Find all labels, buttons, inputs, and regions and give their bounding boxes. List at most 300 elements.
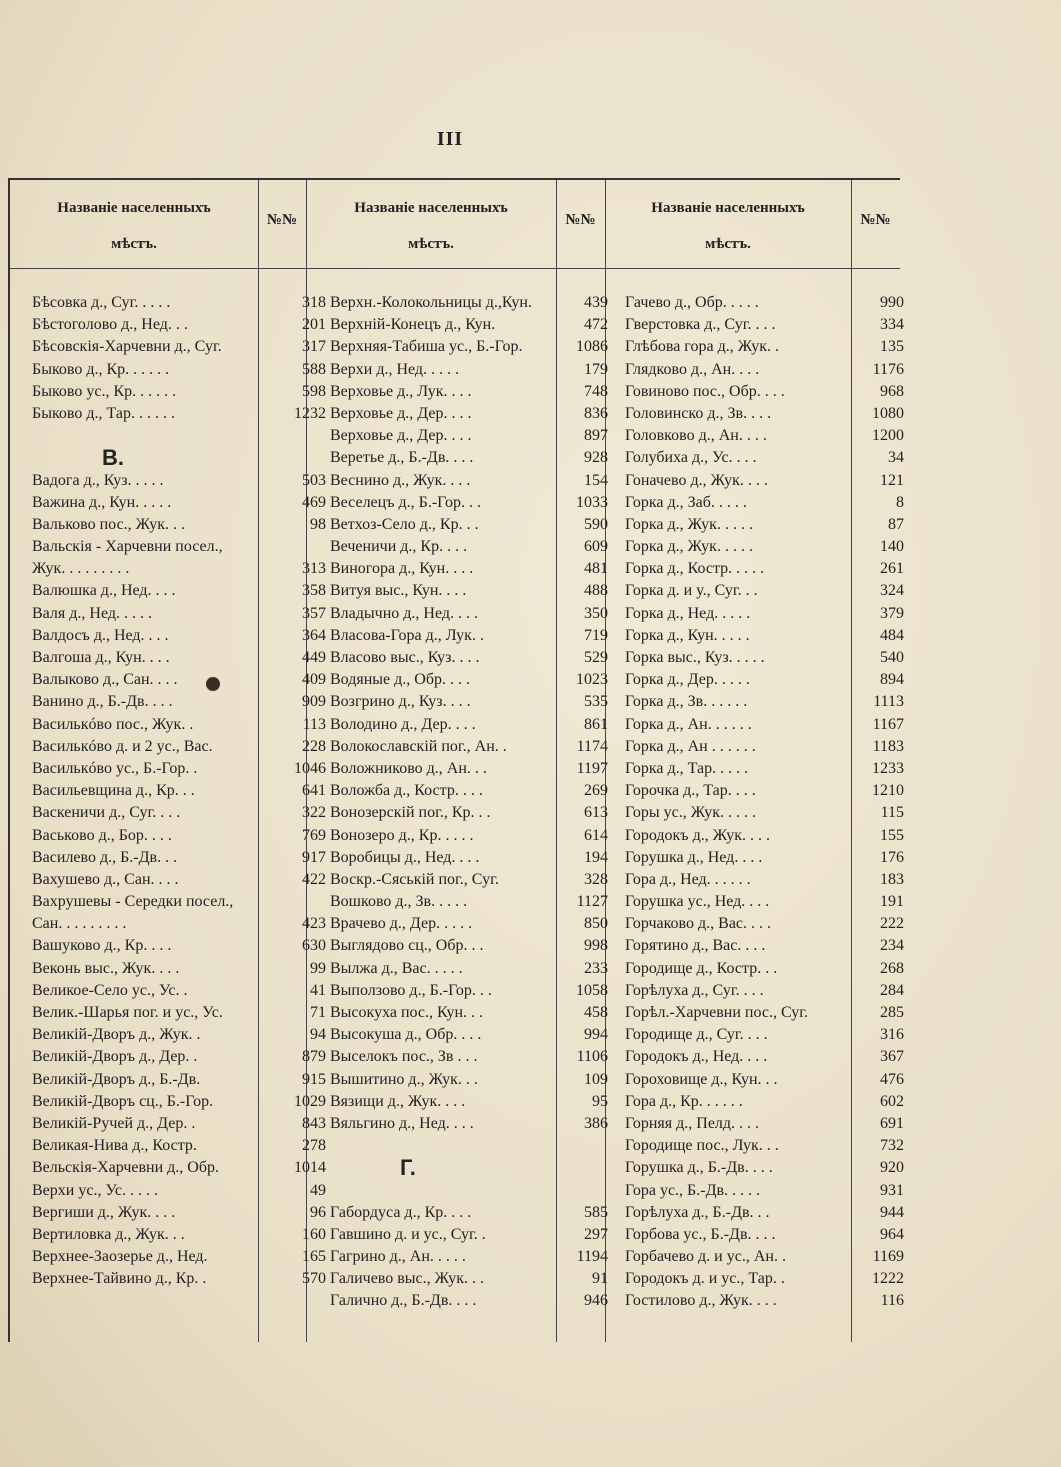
table-row [32,891,302,913]
table-row [625,1224,904,1246]
entry-number: 1176 [872,360,904,378]
table-row [330,825,608,847]
place-name: Вахушево д., Сан. . . . [32,870,179,888]
place-name: Бѣстоголово д., Нед. . . [32,316,188,334]
place-name: Городокъ д. и ус., Тар. . [625,1270,785,1288]
place-name: Городокъ д., Жук. . . . [625,826,771,844]
table-row [330,935,608,957]
entry-number: 968 [880,382,904,400]
table-row [32,714,326,736]
table-row [32,314,326,336]
place-name: Габордуса д., Кр. . . . [330,1203,472,1221]
entry-number: 297 [584,1225,608,1243]
entry-number: 861 [584,715,608,733]
entry-number: 529 [584,649,608,666]
entry-number: 540 [880,649,904,666]
place-name: Вергиши д., Жук. . . . [32,1203,176,1221]
table-row [625,1113,904,1135]
place-name: Ветхоз-Село д., Кр. . . [330,515,479,533]
table-row [330,736,608,758]
header-num: №№ [565,212,596,228]
table-row [330,958,608,980]
table-row [625,381,904,403]
entry-number: 630 [302,937,326,955]
entry-number: 191 [880,893,904,911]
place-name: Горы ус., Жук. . . . . [625,804,757,822]
entry-number: 931 [880,1181,904,1199]
table-row [330,1202,608,1224]
entry-list [32,292,326,1290]
entry-number: 109 [584,1070,608,1088]
header-name-line1: Названіе населенныхъ [651,200,805,216]
table-row [625,691,904,713]
table-row [32,1135,326,1157]
place-name: Быково д., Тар. . . . . . [32,404,175,422]
entry-number: 113 [302,715,326,733]
table-row [32,980,326,1002]
entry-number: 1169 [872,1248,904,1266]
place-name: Гора ус., Б.-Дв. . . . . [625,1181,761,1199]
entry-number: 614 [584,826,608,844]
table-row [625,314,904,336]
entry-list [625,292,904,1313]
place-name: Василькóво ус., Б.-Гор. . [32,759,198,777]
place-name: Быково ус., Кр. . . . . . [32,382,177,400]
place-name: Быково д., Кр. . . . . . [32,360,170,378]
table-row [625,958,904,980]
page-number: III [436,128,464,150]
entry-number: 613 [584,804,608,822]
entry-number: 1058 [576,981,608,999]
place-name: Верхнее-Тайвино д., Кр. . [32,1270,207,1288]
place-name: Вашуково д., Кр. . . . [32,937,172,955]
table-row [330,891,608,913]
entry-number: 98 [310,515,326,533]
entry-number: 1200 [872,427,904,445]
place-name: Верховье д., Лук. . . . [330,382,472,400]
entry-number: 928 [584,449,608,467]
table-row [32,492,326,514]
entry-number: 998 [584,937,608,955]
header-name-line1: Названіе населенныхъ [57,200,211,216]
place-name: Гостилово д., Жук. . . . [625,1292,777,1310]
entry-number: 154 [584,471,608,489]
place-name: Вадога д., Куз. . . . . [32,471,164,489]
entry-number: 1029 [294,1092,326,1110]
place-name: Горка д., Жук. . . . . [625,515,753,533]
entry-number: 194 [584,848,608,866]
table-row [32,580,326,602]
table-row [330,1002,608,1024]
table-row [330,1091,608,1113]
table-row [625,669,904,691]
table-row [625,292,904,314]
place-name: Горушка ус., Нед. . . . [625,893,770,911]
place-name: Власово выс., Куз. . . . [330,649,480,666]
entry-number: 481 [584,560,608,578]
entry-number: 234 [880,937,904,955]
entry-number: 843 [302,1114,326,1132]
header-name-line2: мѣстъ. [408,236,454,252]
table-row [330,514,608,536]
place-name: Воробицы д., Нед. . . . [330,848,480,866]
table-row [330,381,608,403]
place-name: Валя д., Нед. . . . . [32,604,152,622]
entry-number: 386 [584,1114,608,1132]
place-name: Горка д., Тар. . . . . [625,759,749,777]
entry-number: 915 [302,1070,326,1088]
table-row [330,1024,608,1046]
place-name: Головково д., Ан. . . . [625,427,767,445]
table-row [625,935,904,957]
place-name: Воложниково д., Ан. . . [330,759,487,777]
place-name: Василькóво пос., Жук. . [32,715,194,733]
entry-number: 179 [584,360,608,378]
place-name: Горѣлуха д., Суг. . . . [625,981,764,999]
entry-number: 233 [584,959,608,977]
entry-number: 1194 [576,1248,608,1266]
place-name: Васьково д., Бор. . . . [32,826,172,844]
entry-number: 121 [880,471,904,489]
entry-number: 894 [880,671,904,689]
table-row [625,714,904,736]
place-name: Бѣсовскія-Харчевни д., Суг. [32,338,222,356]
table-row [32,758,326,780]
table-row [32,336,326,358]
table-row [330,1113,608,1135]
place-name: Выселокъ пос., Зв . . . [330,1048,478,1066]
entry-number: 641 [302,782,326,800]
entry-number: 769 [302,826,326,844]
entry-number: 1167 [872,715,904,733]
place-name: Г. [400,1157,416,1180]
header-name [605,190,851,262]
entry-number: 268 [880,959,904,977]
entry-number: 1033 [576,493,608,511]
entry-number: 748 [584,382,608,400]
entry-number: 1233 [872,759,904,777]
table-row [330,980,608,1002]
table-row [625,425,904,447]
entry-number: 367 [880,1048,904,1066]
place-name: Великій-Дворъ д., Жук. . [32,1026,201,1044]
table-row [330,558,608,580]
place-name: Великій-Ручей д., Дер. . [32,1114,196,1132]
entry-number: 1210 [872,782,904,800]
table-row [32,1002,326,1024]
entry-number: 946 [584,1292,608,1310]
entry-number: 316 [880,1026,904,1044]
place-name: Вонозерскій пог., Кр. . . [330,804,491,822]
table-row [32,470,326,492]
column-header [10,180,306,268]
entry-number: 909 [302,693,326,711]
place-name: Глѣбова гора д., Жук. . [625,338,780,356]
table-row [330,669,608,691]
place-name: Василево д., Б.-Дв. . . [32,848,178,866]
table-row [625,736,904,758]
place-name: Горняя д., Пелд. . . . [625,1114,760,1132]
entry-number: 201 [302,316,326,334]
place-name: Воложба д., Костр. . . . [330,782,483,800]
column-header [605,180,900,268]
table-row [32,292,326,314]
entry-number: 222 [880,915,904,933]
entry-number: 917 [302,848,326,866]
table-row [330,403,608,425]
table-row [32,1268,326,1290]
place-name: Вальково пос., Жук. . . [32,515,185,533]
place-name: Жук. . . . . . . . . [32,560,130,578]
place-name: Гороховище д., Кун. . . [625,1070,778,1088]
place-name: Гавшино д. и ус., Суг. . [330,1225,486,1243]
table-row [625,403,904,425]
index-table [8,178,904,1342]
entry-number: 598 [302,382,326,400]
table-row [32,514,326,536]
entry-number: 379 [880,604,904,622]
section-letter [32,447,302,469]
table-row [625,647,904,669]
table-row [32,736,326,758]
entry-number: 140 [880,538,904,556]
header-name-line1: Названіе населенныхъ [354,200,508,216]
place-name: Верхи д., Нед. . . . . [330,360,460,378]
table-row [32,691,326,713]
table-row [330,314,608,336]
place-name: Вышитино д., Жук. . . [330,1070,478,1088]
table-row [625,359,904,381]
place-name: Горбачево д. и ус., Ан. . [625,1248,786,1266]
place-name: Горѣл.-Харчевни пос., Суг. [625,1004,809,1021]
table-row [625,1135,904,1157]
table-row [330,292,608,314]
table-row [625,1069,904,1091]
entry-number: 176 [880,848,904,866]
place-name: Верхн.-Колокольницы д.,Кун. [330,294,532,311]
place-name: Валдосъ д., Нед. . . . [32,626,169,644]
place-name: Горка выс., Куз. . . . . [625,649,765,666]
entry-number: 920 [880,1159,904,1177]
place-name: Городище д., Суг. . . . [625,1026,768,1044]
entry-number: 135 [880,338,904,356]
place-name: Веретье д., Б.-Дв. . . . [330,449,474,467]
table-row [625,336,904,358]
header-name [306,190,556,262]
entry-number: 278 [302,1137,326,1155]
place-name: Вяльгино д., Нед. . . . [330,1114,474,1132]
entry-number: 116 [880,1292,904,1310]
table-row [32,780,326,802]
place-name: Сан. . . . . . . . . [32,915,127,933]
place-name: Говиново пос., Обр. . . . [625,382,785,400]
entry-number: 990 [880,294,904,311]
place-name: Вальскія - Харчевни посел., [32,538,223,556]
table-row [32,935,326,957]
column-2 [306,180,608,1342]
place-name: Великій-Дворъ д., Дер. . [32,1048,198,1066]
table-row [625,1268,904,1290]
place-name: Голубиха д., Ус. . . . [625,449,757,467]
table-row [32,425,302,447]
table-row [625,1290,904,1312]
place-name: Горка д., Зв. . . . . . [625,693,748,711]
table-row [330,1290,608,1312]
entry-number: 1127 [576,893,608,911]
entry-number: 160 [302,1225,326,1243]
place-name: Верхи ус., Ус. . . . . [32,1181,158,1199]
entry-number: 165 [302,1248,326,1266]
table-row [330,625,608,647]
place-name: Горка д., Ан. . . . . . [625,715,752,733]
table-row [32,913,326,935]
entry-number: 503 [302,471,326,489]
table-row [330,869,608,891]
table-row [32,1224,326,1246]
header-num: №№ [860,212,891,228]
place-name: Володино д., Дер. . . . [330,715,476,733]
place-name: Высокуша д., Обр. . . . [330,1026,482,1044]
table-row [625,802,904,824]
table-row [625,536,904,558]
entry-number: 95 [592,1092,608,1110]
entry-number: 1113 [873,693,904,711]
header-name-line2: мѣстъ. [705,236,751,252]
place-name: Ванино д., Б.-Дв. . . . [32,693,173,711]
table-row [330,758,608,780]
table-row [330,425,608,447]
table-row [625,625,904,647]
entry-number: 439 [584,294,608,311]
table-row [625,980,904,1002]
table-row [32,847,326,869]
place-name: Вошково д., Зв. . . . . [330,893,468,911]
table-row [32,1024,326,1046]
place-name: Выползово д., Б.-Гор. . . [330,981,492,999]
place-name: Вертиловка д., Жук. . . [32,1225,185,1243]
place-name: Горочка д., Тар. . . . [625,782,756,800]
place-name: Выглядово сц., Обр. . . [330,937,484,955]
table-row [625,558,904,580]
table-row [625,603,904,625]
table-row [330,714,608,736]
table-row [32,1113,326,1135]
place-name: Василькóво д. и 2 ус., Вас. [32,737,213,755]
table-row [330,603,608,625]
place-name: Галичево выс., Жук. . . [330,1270,484,1288]
entry-number: 850 [584,915,608,933]
table-row [32,825,326,847]
place-name: Великій-Дворъ сц., Б.-Гор. [32,1092,214,1110]
entry-number: 836 [584,404,608,422]
entry-number: 99 [310,959,326,977]
entry-number: 317 [302,338,326,356]
table-row [330,580,608,602]
table-row [32,958,326,980]
table-row [32,536,302,558]
entry-number: 422 [302,870,326,888]
table-row [32,1246,326,1268]
entry-number: 8 [896,493,904,511]
entry-number: 994 [584,1026,608,1044]
place-name: Гагрино д., Ан. . . . . [330,1248,466,1266]
place-name: Гачево д., Обр. . . . . [625,294,759,311]
table-row [330,492,608,514]
table-row [330,1135,601,1157]
entry-number: 269 [584,782,608,800]
entry-number: 535 [584,693,608,711]
table-row [330,780,608,802]
entry-number: 96 [310,1203,326,1221]
table-row [625,891,904,913]
entry-number: 879 [302,1048,326,1066]
entry-number: 897 [584,427,608,445]
place-name: Горушка д., Б.-Дв. . . . [625,1159,773,1177]
place-name: Верховье д., Дер. . . . [330,404,472,422]
place-name: Волокославскій пог., Ан. . [330,737,507,755]
entry-number: 1086 [576,338,608,356]
entry-number: 324 [880,582,904,600]
place-name: Васильевщина д., Кр. . . [32,782,195,800]
table-row [330,1246,608,1268]
table-row [330,1046,608,1068]
header-name-line2: мѣстъ. [111,236,157,252]
table-row [330,1069,608,1091]
entry-number: 1197 [576,759,608,777]
section-letter [330,1157,601,1179]
place-name: Власова-Гора д., Лук. . [330,626,484,644]
table-row [625,1046,904,1068]
place-name: Гора д., Нед. . . . . . [625,870,751,888]
table-row [625,1157,904,1179]
entry-number: 732 [880,1137,904,1155]
place-name: Галично д., Б.-Дв. . . . [330,1292,477,1310]
entry-number: 350 [584,604,608,622]
place-name: Горка д., Жук. . . . . [625,538,753,556]
table-row [330,470,608,492]
place-name: Головинско д., Зв. . . . [625,404,772,422]
place-name: Гоначево д., Жук. . . . [625,471,768,489]
entry-number: 94 [310,1026,326,1044]
entry-number: 357 [302,604,326,622]
entry-number: 609 [584,538,608,556]
entry-number: 1046 [294,759,326,777]
column-3 [605,180,904,1342]
entry-number: 328 [584,870,608,888]
entry-list [330,292,608,1313]
table-row [330,1224,608,1246]
entry-number: 1174 [576,737,608,755]
place-name: Валюшка д., Нед. . . . [32,582,176,600]
place-name: Васкеничи д., Суг. . . . [32,804,181,822]
entry-number: 91 [592,1270,608,1288]
entry-number: 1222 [872,1270,904,1288]
place-name: Вылжа д., Вас. . . . . [330,959,463,977]
table-row [32,1157,326,1179]
place-name: Веченичи д., Кр. . . . [330,538,468,556]
entry-number: 472 [584,316,608,334]
entry-number: 115 [880,804,904,822]
place-name: Врачево д., Дер. . . . . [330,915,473,933]
entry-number: 1080 [872,404,904,422]
table-row [330,1180,601,1202]
place-name: Веснино д., Жук. . . . [330,471,471,489]
entry-number: 41 [310,981,326,999]
place-name: Бѣсовка д., Суг. . . . . [32,294,171,311]
table-row [330,1268,608,1290]
entry-number: 1232 [294,404,326,422]
entry-number: 87 [888,515,904,533]
